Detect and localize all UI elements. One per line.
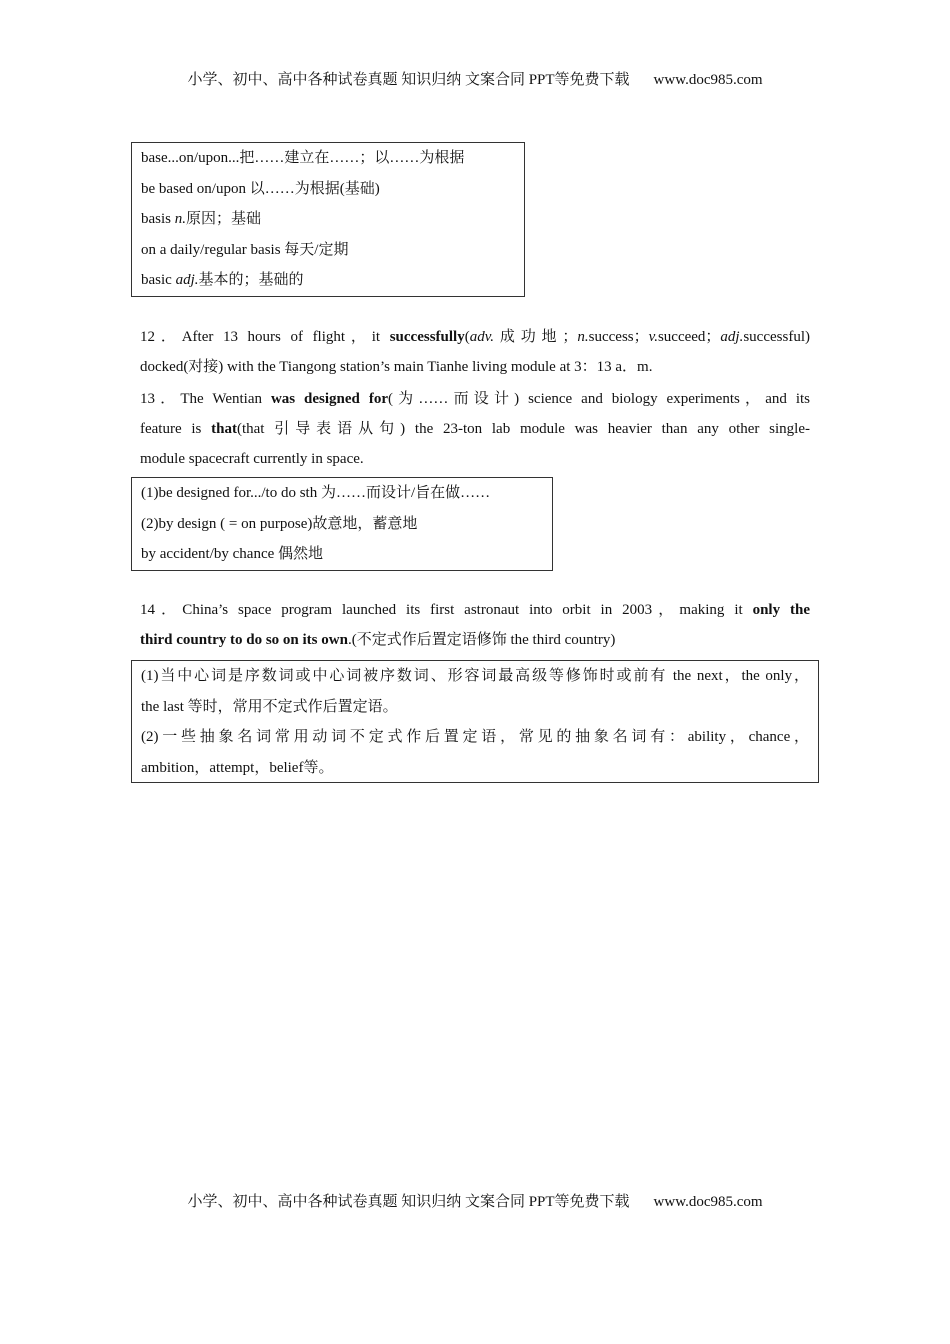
designed-for-box xyxy=(131,477,553,571)
box-line: base...on/upon...把……建立在……；以……为根据 xyxy=(141,150,465,166)
footer-text: 小学、初中、高中各种试卷真题 知识归纳 文案合同 PPT等免费下载 xyxy=(187,1194,630,1210)
item-14 xyxy=(140,595,810,655)
box-line: basic adj.基本的；基础的 xyxy=(141,272,304,288)
item-13-line-2: feature is that(that 引导表语从句) the 23-ton lab module was heavier than any other single- xyxy=(140,421,810,437)
box-line: (1)当中心词是序数词或中心词被序数词、形容词最高级等修饰时或前有 the next，the only， xyxy=(141,668,809,684)
item-13 xyxy=(140,384,810,474)
header-text: 小学、初中、高中各种试卷真题 知识归纳 文案合同 PPT等免费下载 xyxy=(187,72,630,88)
item-14-line-2: third country to do so on its own.(不定式作后置定语修饰 the third country) xyxy=(140,632,616,648)
box-line: be based on/upon 以……为根据(基础) xyxy=(141,180,380,197)
box-line: basis n.原因；基础 xyxy=(141,211,262,227)
item-12-line-1: 12．After 13 hours of flight，it successfully(adv.成功地；n.success；v.succeed；adj.successful) xyxy=(140,329,810,345)
box-line: (2)一些抽象名词常用动词不定式作后置定语，常见的抽象名词有：ability，chance， xyxy=(141,729,809,745)
item-13-line-3: module spacecraft currently in space. xyxy=(140,451,364,467)
item-14-line-1: 14．China’s space program launched its first astronaut into orbit in 2003，making it only the xyxy=(140,602,810,618)
box-line: on a daily/regular basis 每天/定期 xyxy=(141,241,349,258)
footer-site-link[interactable]: www.doc985.com xyxy=(653,1194,763,1210)
base-usage-box xyxy=(131,142,525,297)
box-line: by accident/by chance 偶然地 xyxy=(141,546,324,562)
box-line: ambition，attempt，belief等。 xyxy=(141,759,334,776)
infinitive-rule-box xyxy=(131,660,819,783)
box-line: (2)by design ( = on purpose)故意地，蓄意地 xyxy=(141,515,418,532)
page-header xyxy=(0,68,950,89)
box-line: the last 等时，常用不定式作后置定语。 xyxy=(141,698,398,715)
item-12-line-2: docked(对接) with the Tiangong station’s main Tianhe living module at 3：13 a．m. xyxy=(140,359,653,375)
header-site-link[interactable]: www.doc985.com xyxy=(653,72,763,88)
item-12 xyxy=(140,322,810,382)
box-line: (1)be designed for.../to do sth 为……而设计/旨在做…… xyxy=(141,485,491,501)
item-13-line-1: 13．The Wentian was designed for(为……而设计) science and biology experiments，and its xyxy=(140,391,810,407)
page-footer xyxy=(0,1190,950,1211)
